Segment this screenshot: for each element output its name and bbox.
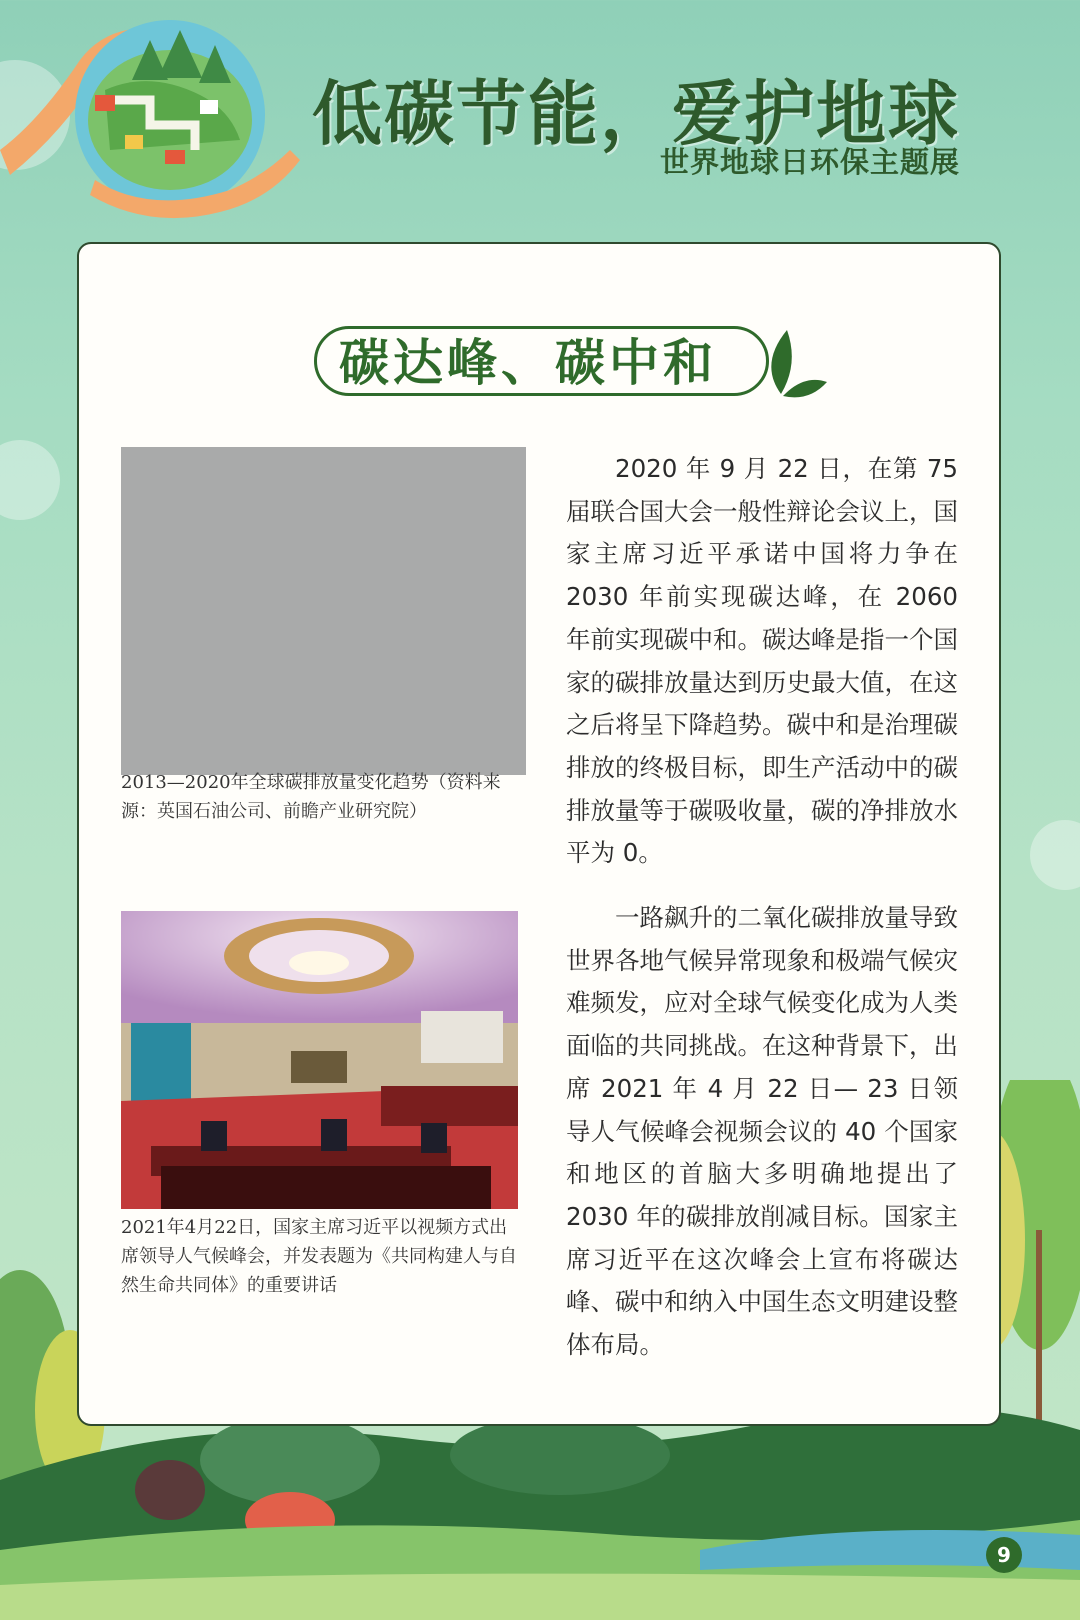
content-card: [77, 242, 1001, 1426]
earth-in-hands-icon: [0, 0, 300, 230]
page-number: 9: [986, 1537, 1022, 1573]
leaf-icon: [759, 324, 829, 404]
section-title: 碳达峰、碳中和: [339, 334, 717, 392]
background-bubble: [0, 440, 60, 520]
figure-caption: 2013—2020年全球碳排放量变化趋势（资料来源：英国石油公司、前瞻产业研究院）: [121, 772, 501, 822]
section-title-frame: [314, 326, 769, 396]
page-subtitle: 世界地球日环保主题展: [659, 145, 960, 179]
body-paragraph: 一路飙升的二氧化碳排放量导致世界各地气候异常现象和极端气候灾难频发，应对全球气候变化成为人类面临的共同挑战。在这种背景下，出席 2021 年 4 月 22 日— 23 日领导人气候峰会视频会议的 40 个国家和地区的首脑大多明确地提出了 2030 年的碳排放削减目标。国家主席习近平在这次峰会上宣布将碳达峰、碳中和纳入中国生态文明建设整体布局。: [566, 903, 958, 1360]
meeting-photo: [121, 911, 518, 1209]
chart-image-placeholder: [121, 447, 526, 775]
figure-caption: 2021年4月22日，国家主席习近平以视频方式出席领导人气候峰会，并发表题为《共同构建人与自然生命共同体》的重要讲话: [121, 1217, 517, 1296]
body-paragraph: 2020 年 9 月 22 日，在第 75 届联合国大会一般性辩论会议上，国家主席习近平承诺中国将力争在 2030 年前实现碳达峰，在 2060 年前实现碳中和。碳达峰是指一个国家的碳排放量达到历史最大值，在这之后将呈下降趋势。碳中和是治理碳排放的终极目标，即生产活动中的碳排放量等于碳吸收量，碳的净排放水平为 0。: [566, 454, 958, 868]
page-title: 低碳节能，爱护地球: [312, 72, 960, 155]
background-bubble: [1030, 820, 1080, 890]
